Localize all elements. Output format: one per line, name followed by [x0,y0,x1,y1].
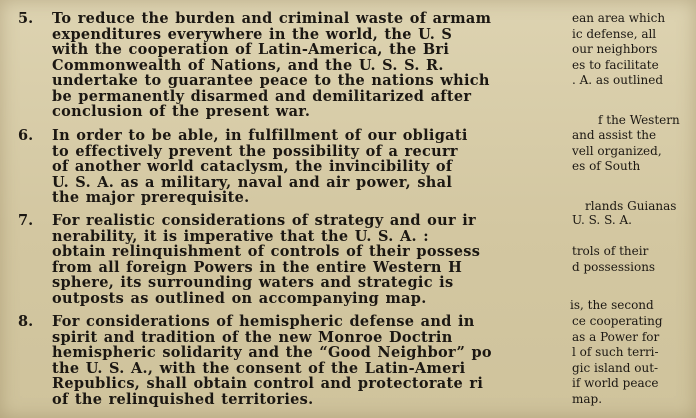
side-fragment-second: is, the second [570,298,654,312]
side-fragment-western: f the Western [598,113,680,127]
side-line: l of such terri- [572,345,659,359]
text-line: spirit and tradition of the new Monroe Doctrin [52,329,453,345]
side-line: U. S. S. A. [572,213,632,227]
side-line: ic defense, all [572,26,657,41]
text-line: obtain relinquishment of controls of their possess [52,244,481,260]
item-main-text [52,11,572,120]
text-line: of the relinquished territories. [52,391,314,407]
side-line: es of South [572,159,641,173]
side-line: if world peace [572,376,659,390]
item-number: 5. [18,10,34,27]
item-number: 8. [18,313,34,330]
side-line: and assist the [572,128,657,142]
text-line: of another world cataclysm, the invincibility of [52,159,453,175]
text-line: to effectively prevent the possibility of a recurr [52,143,458,159]
text-line: sphere, its surrounding waters and strategic is [52,275,454,291]
text-line: the U. S. A., with the consent of the Latin-Ameri [52,360,466,376]
side-line [572,229,696,245]
side-line: as a Power for [572,329,660,344]
side-line: trols of their [572,244,649,258]
text-line: be permanently disarmed and demilitarized after [52,88,472,104]
text-line: undertake to guarantee peace to the nations which [52,73,490,89]
overlapping-side-text [572,128,696,175]
text-line: U. S. A. as a military, naval and air power, shal [52,174,453,190]
item-main-text [52,314,572,407]
item-main-text [52,213,572,306]
text-line: the major prerequisite. [52,190,250,206]
item-number: 7. [18,212,34,229]
side-line: gic island out- [572,360,659,375]
overlapping-side-text [572,213,696,275]
side-line: d possessions [572,259,656,274]
overlapping-side-text [572,314,696,407]
item-number: 6. [18,127,34,144]
overlapping-side-text [572,11,696,89]
text-line: Commonwealth of Nations, and the U. S. S. R. [52,57,444,73]
text-line: expenditures everywhere in the world, the U. S [52,26,453,42]
text-line: conclusion of the present war. [52,104,311,120]
side-line: es to facilitate [572,57,659,72]
side-line: ean area which [572,11,666,25]
text-line: outposts as outlined on accompanying map. [52,290,427,306]
text-line: from all foreign Powers in the entire Western H [52,259,463,275]
text-line: In order to be able, in fulfillment of our obligati [52,128,468,144]
text-line: To reduce the burden and criminal waste of armam [52,11,492,27]
side-line: map. [572,391,603,406]
text-line: with the cooperation of Latin-America, the Bri [52,42,450,58]
side-line: our neighbors [572,42,658,56]
text-line: Republics, shall obtain control and protectorate ri [52,376,484,392]
side-line: vell organized, [572,143,662,158]
text-line: For considerations of hemispheric defense and in [52,314,475,330]
text-line: nerability, it is imperative that the U. S. A. : [52,228,429,244]
item-main-text [52,128,572,206]
text-line: For realistic considerations of strategy and our ir [52,213,476,229]
text-line: hemispheric solidarity and the “Good Neighbor” po [52,345,492,361]
side-fragment-guianas: rlands Guianas [585,199,677,213]
side-line: . A. as outlined [572,73,664,87]
side-line: ce cooperating [572,314,663,328]
